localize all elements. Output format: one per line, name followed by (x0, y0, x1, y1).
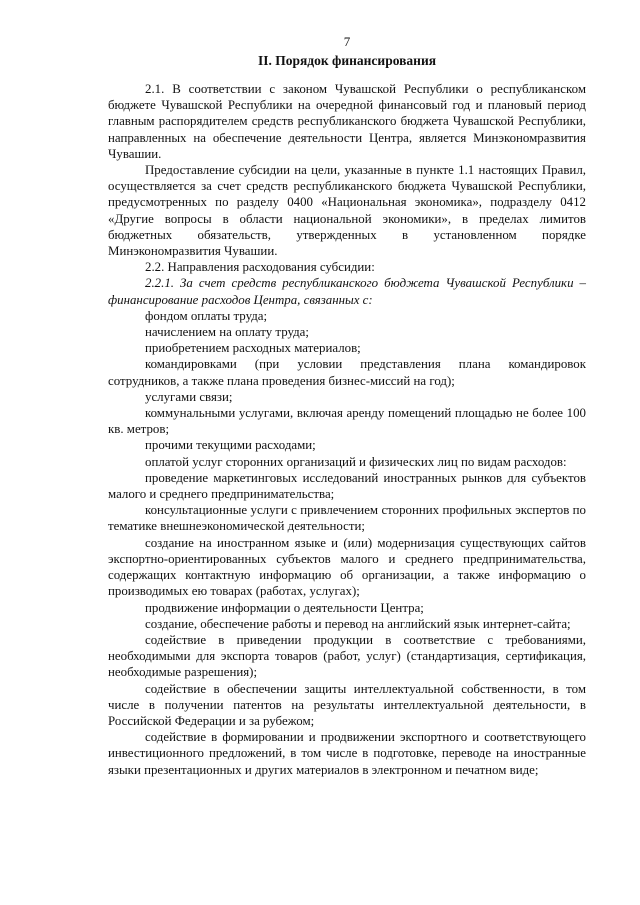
paragraph: 2.1. В соответствии с законом Чувашской Республики о республиканском бюджете Чувашской Республики на очередной финансовый год и плановый период главным распорядителем средств республиканского бюджета Чувашской Республики, направленных на обеспечение деятельности Центра, является Минэкономразвития Чувашии. (108, 82, 586, 161)
paragraph: Предоставление субсидии на цели, указанные в пункте 1.1 настоящих Правил, осуществляется за счет средств республиканского бюджета Чувашской Республики, предусмотренных по разделу 0400 «Национальная экономика», подразделу 0412 «Другие вопросы в области национальной экономики», в пределах лимитов бюджетных обязательств, утвержденных в установленном порядке Минэкономразвития Чувашии. (108, 163, 586, 259)
paragraph: коммунальными услугами, включая аренду помещений площадью не более 100 кв. метров; (108, 406, 586, 437)
paragraph: содействие в обеспечении защиты интеллектуальной собственности, в том числе в получении патентов на результаты интеллектуальной деятельности, в Российской Федерации и за рубежом; (108, 681, 586, 728)
paragraph: содействие в формировании и продвижении экспортного и соответствующего инвестиционного предложений, в том числе в подготовке, переводе на иностранные языки презентационных и других материалов в электронном и печатном виде; (108, 730, 586, 777)
paragraph: приобретением расходных материалов; (145, 341, 361, 356)
paragraph: командировками (при условии представления плана командировок сотрудников, а также плана проведения бизнес-миссий на год); (108, 357, 586, 388)
document-body (108, 81, 586, 778)
paragraph: 2.2.1. За счет средств республиканского бюджета Чувашской Республики – финансирование расходов Центра, связанных с: (108, 276, 586, 307)
paragraph: создание на иностранном языке и (или) модернизация существующих сайтов экспортно-ориентированных субъектов малого и среднего предпринимательства, содержащих контактную информацию об организации, а также информацию о производимых ею товарах (работах, услугах); (108, 535, 586, 599)
paragraph: продвижение информации о деятельности Центра; (145, 600, 424, 615)
page-number: 7 (343, 34, 351, 49)
paragraph: услугами связи; (145, 389, 233, 404)
paragraph: оплатой услуг сторонних организаций и физических лиц по видам расходов: (145, 454, 567, 469)
paragraph: проведение маркетинговых исследований иностранных рынков для субъектов малого и среднего предпринимательства; (108, 470, 586, 502)
paragraph: содействие в приведении продукции в соответствие с требованиями, необходимыми для экспорта товаров (работ, услуг) (стандартизация, сертификация, необходимые разрешения); (108, 632, 586, 680)
paragraph: начислением на оплату труда; (145, 325, 309, 340)
paragraph: прочими текущими расходами; (145, 438, 316, 453)
paragraph: создание, обеспечение работы и перевод на английский язык интернет-сайта; (145, 616, 571, 631)
paragraph: консультационные услуги с привлечением сторонних профильных экспертов по тематике внешнеэкономической деятельности; (108, 503, 586, 534)
paragraph: 2.2. Направления расходования субсидии: (145, 260, 375, 275)
paragraph: фондом оплаты труда; (145, 308, 268, 323)
section-title: II. Порядок финансирования (257, 53, 437, 68)
